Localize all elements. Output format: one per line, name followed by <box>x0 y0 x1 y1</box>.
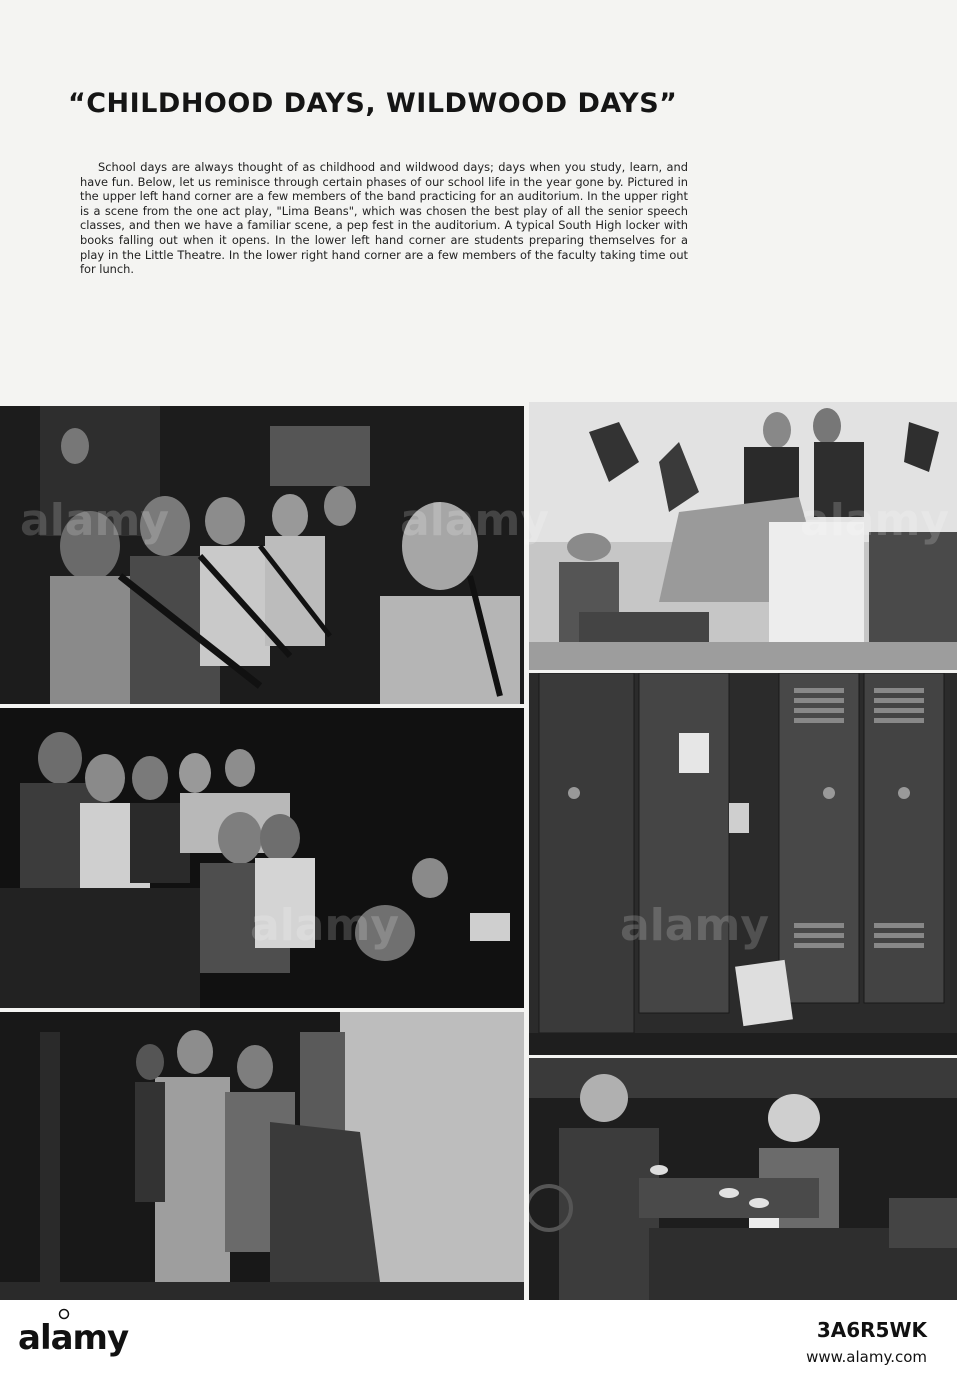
lima-beans-play-photo <box>529 402 957 670</box>
pep-fest-photo <box>0 708 524 1008</box>
faculty-lunch-photo <box>529 1058 957 1300</box>
locker-photo <box>529 673 957 1055</box>
site-url[interactable]: www.alamy.com <box>806 1348 927 1366</box>
image-id: 3A6R5WK <box>816 1318 927 1342</box>
alamy-logo: alamy <box>18 1318 129 1358</box>
alamy-mark-icon <box>58 1308 70 1320</box>
page-title: “CHILDHOOD DAYS, WILDWOOD DAYS” <box>68 88 678 119</box>
band-practice-photo <box>0 406 524 704</box>
intro-paragraph: School days are always thought of as childhood and wildwood days; days when you study, learn, and have fun. Below, let us reminisce through certain phases of our school life in the year gone by. Pictured in the upper left hand corner are a few members of the band practicing for an auditorium. In the upper right is a scene from the one act play, "Lima Beans", which was chosen the best play of all the senior speech classes, and then we have a familiar scene, a pep fest in the auditorium. A typical South High locker with books falling out when it opens. In the lower left hand corner are students preparing themselves for a play in the Little Theatre. In the lower right hand corner are a few members of the faculty taking time out for lunch. <box>80 160 688 277</box>
little-theatre-photo <box>0 1012 524 1300</box>
stock-footer <box>0 1300 957 1390</box>
